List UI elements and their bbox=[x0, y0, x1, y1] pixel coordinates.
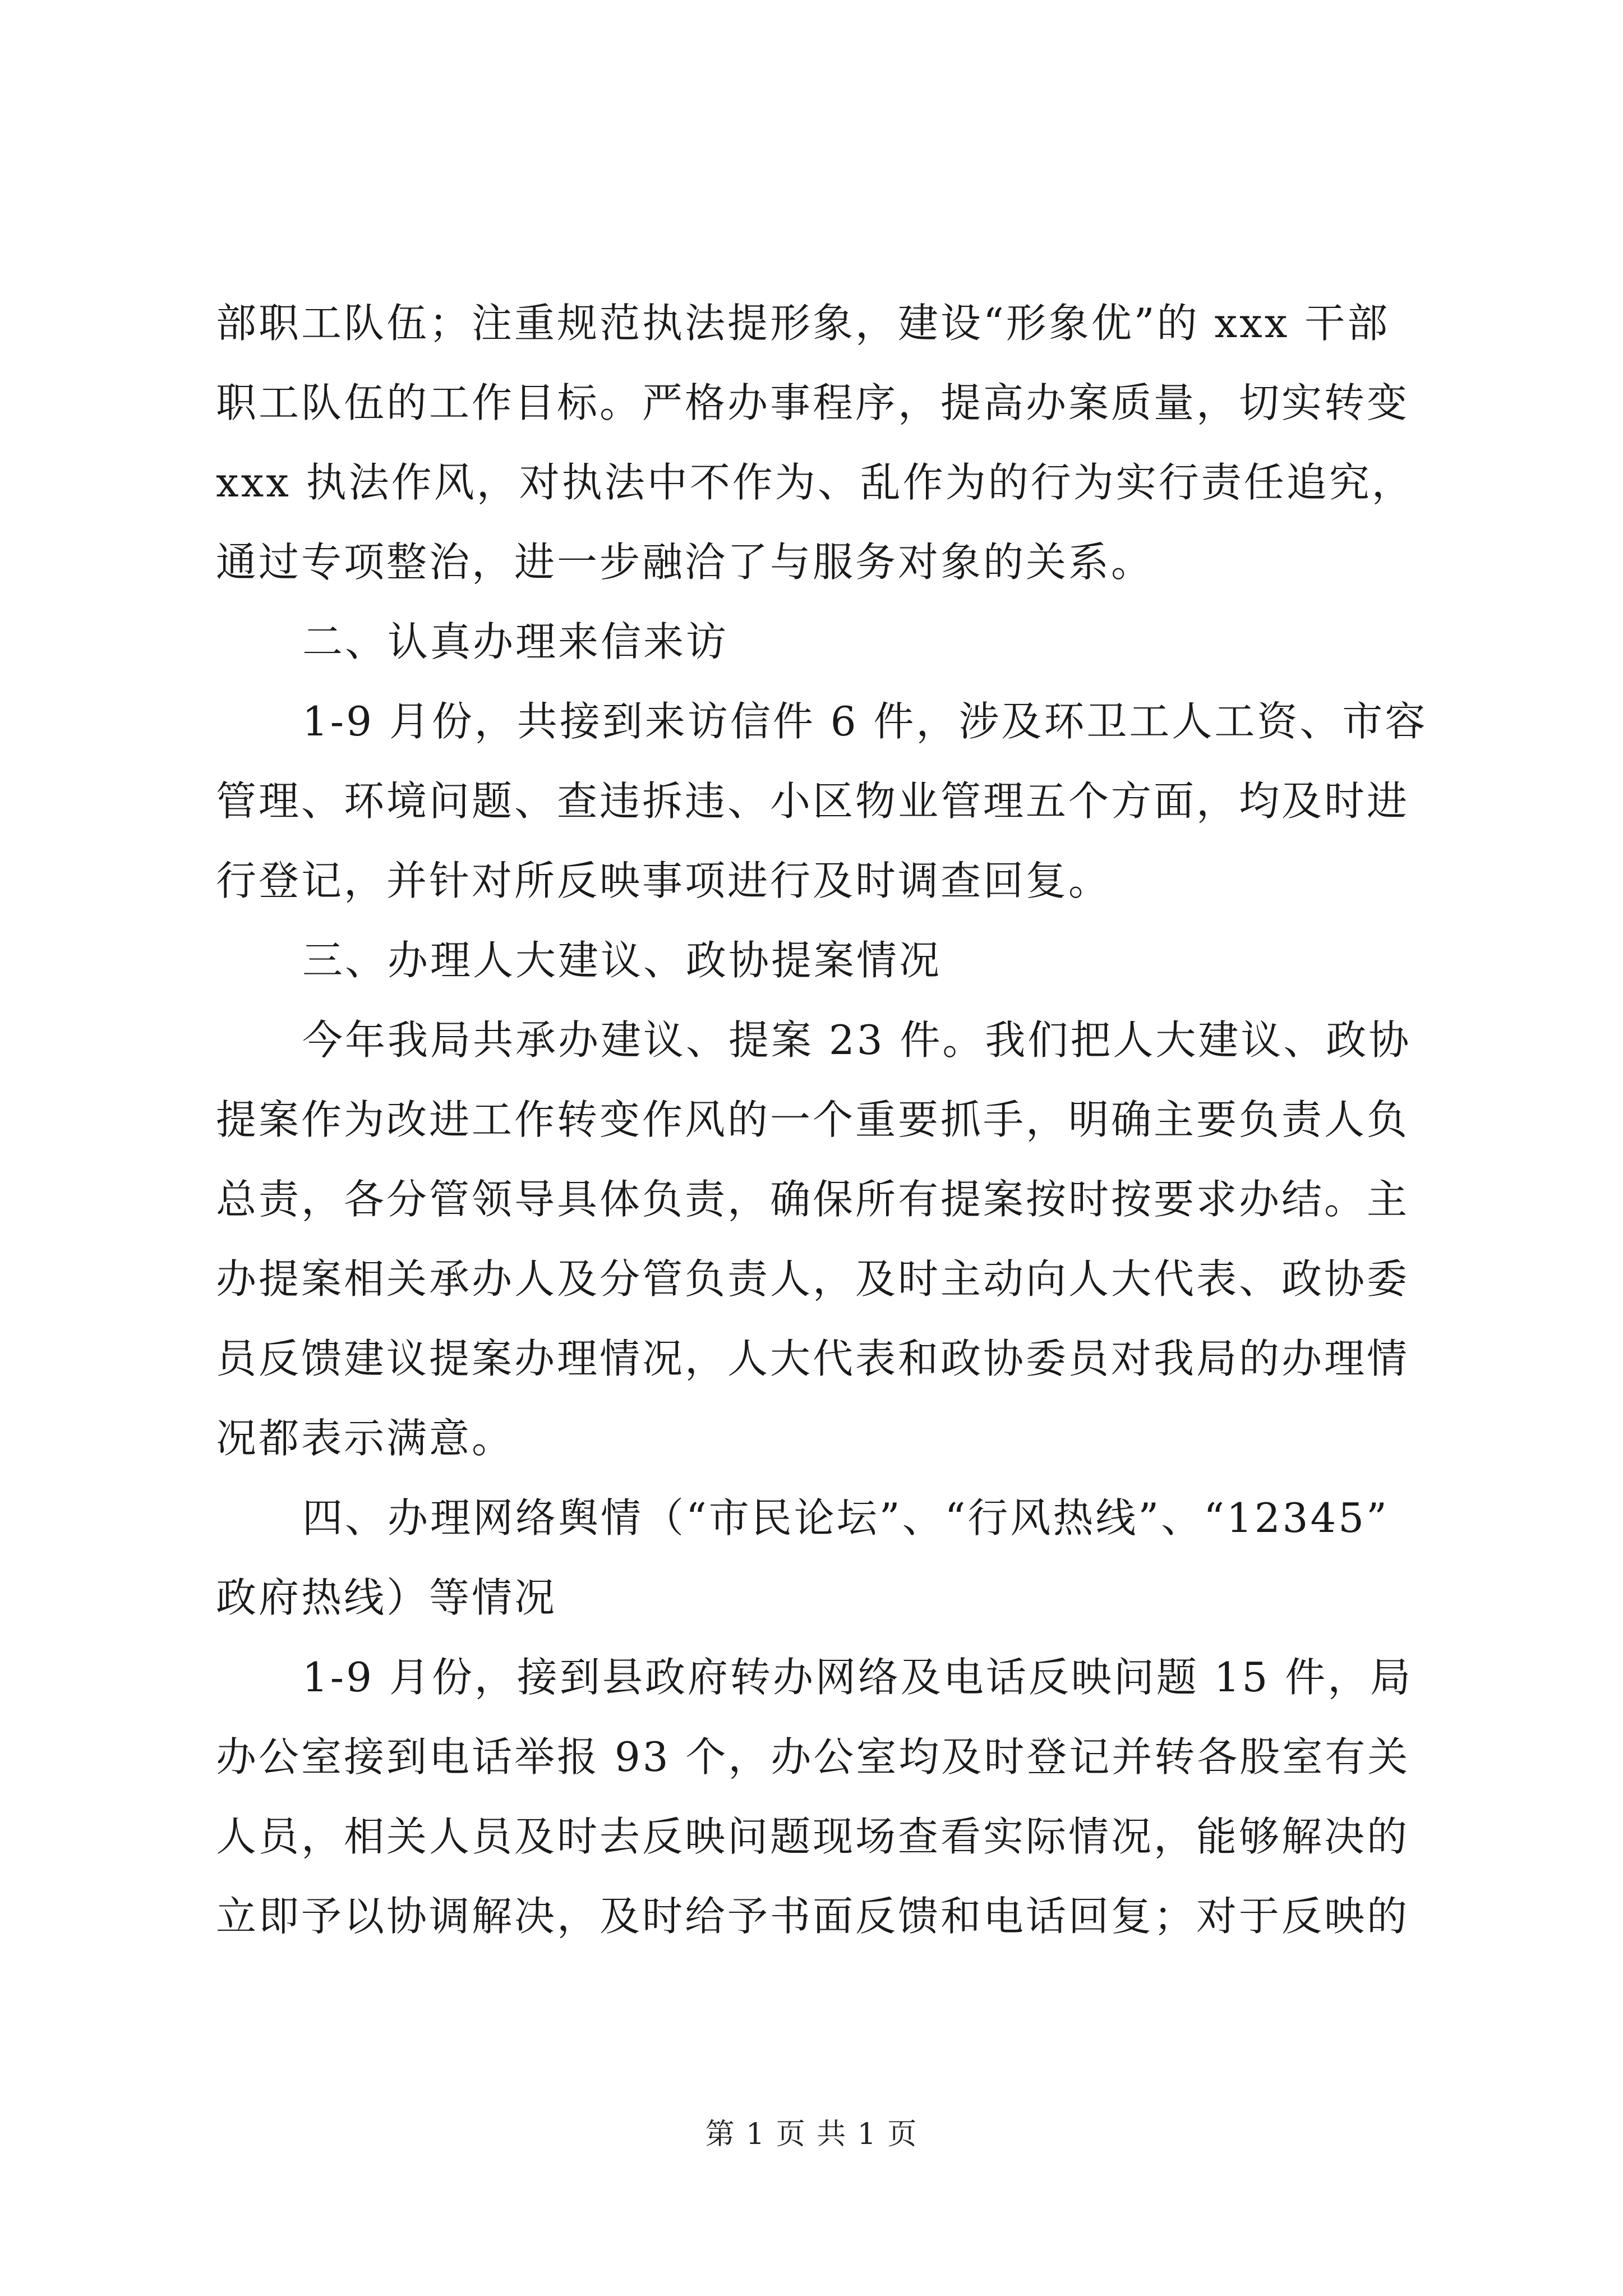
text-line-14: 员反馈建议提案办理情况，人大代表和政协委员对我局的办理情 bbox=[216, 1335, 1410, 1382]
section-heading-2: 二、认真办理来信来访 bbox=[302, 618, 729, 665]
section-heading-3: 三、办理人大建议、政协提案情况 bbox=[302, 937, 942, 984]
text-line-13: 办提案相关承办人及分管负责人，及时主动向人大代表、政协委 bbox=[216, 1255, 1410, 1303]
text-line-1: 部职工队伍；注重规范执法提形象，建设“形象优”的 xxx 干部 bbox=[216, 300, 1390, 347]
page-number-label: 第 1 页 共 1 页 bbox=[705, 2118, 918, 2151]
text-line-3: xxx 执法作风，对执法中不作为、乱作为的行为实行责任追究， bbox=[216, 459, 1414, 506]
text-line-20: 人员，相关人员及时去反映问题现场查看实际情况，能够解决的 bbox=[216, 1813, 1410, 1860]
text-line-4: 通过专项整治，进一步融洽了与服务对象的关系。 bbox=[216, 539, 1154, 586]
section-heading-4: 四、办理网络舆情（“市民论坛”、“行风热线”、“12345” bbox=[302, 1494, 1389, 1542]
page-footer bbox=[0, 2115, 1623, 2154]
section-heading-4-cont: 政府热线）等情况 bbox=[216, 1574, 557, 1621]
text-line-2: 职工队伍的工作目标。严格办事程序，提高办案质量，切实转变 bbox=[216, 379, 1410, 426]
text-line-18: 1-9 月份，接到县政府转办网络及电话反映问题 15 件，局 bbox=[302, 1654, 1413, 1701]
text-line-6: 1-9 月份，共接到来访信件 6 件，涉及环卫工人工资、市容 bbox=[302, 698, 1428, 745]
text-line-12: 总责，各分管领导具体负责，确保所有提案按时按要求办结。主 bbox=[216, 1176, 1410, 1223]
text-line-15: 况都表示满意。 bbox=[216, 1415, 515, 1462]
body-text bbox=[216, 283, 1428, 1956]
text-line-7: 管理、环境问题、查违拆违、小区物业管理五个方面，均及时进 bbox=[216, 777, 1410, 825]
text-line-19: 办公室接到电话举报 93 个，办公室均及时登记并转各股室有关 bbox=[216, 1733, 1410, 1780]
text-line-11: 提案作为改进工作转变作风的一个重要抓手，明确主要负责人负 bbox=[216, 1096, 1410, 1143]
text-line-21: 立即予以协调解决，及时给予书面反馈和电话回复；对于反映的 bbox=[216, 1893, 1410, 1940]
text-line-8: 行登记，并针对所反映事项进行及时调查回复。 bbox=[216, 857, 1112, 904]
text-line-10: 今年我局共承办建议、提案 23 件。我们把人大建议、政协 bbox=[302, 1016, 1412, 1064]
